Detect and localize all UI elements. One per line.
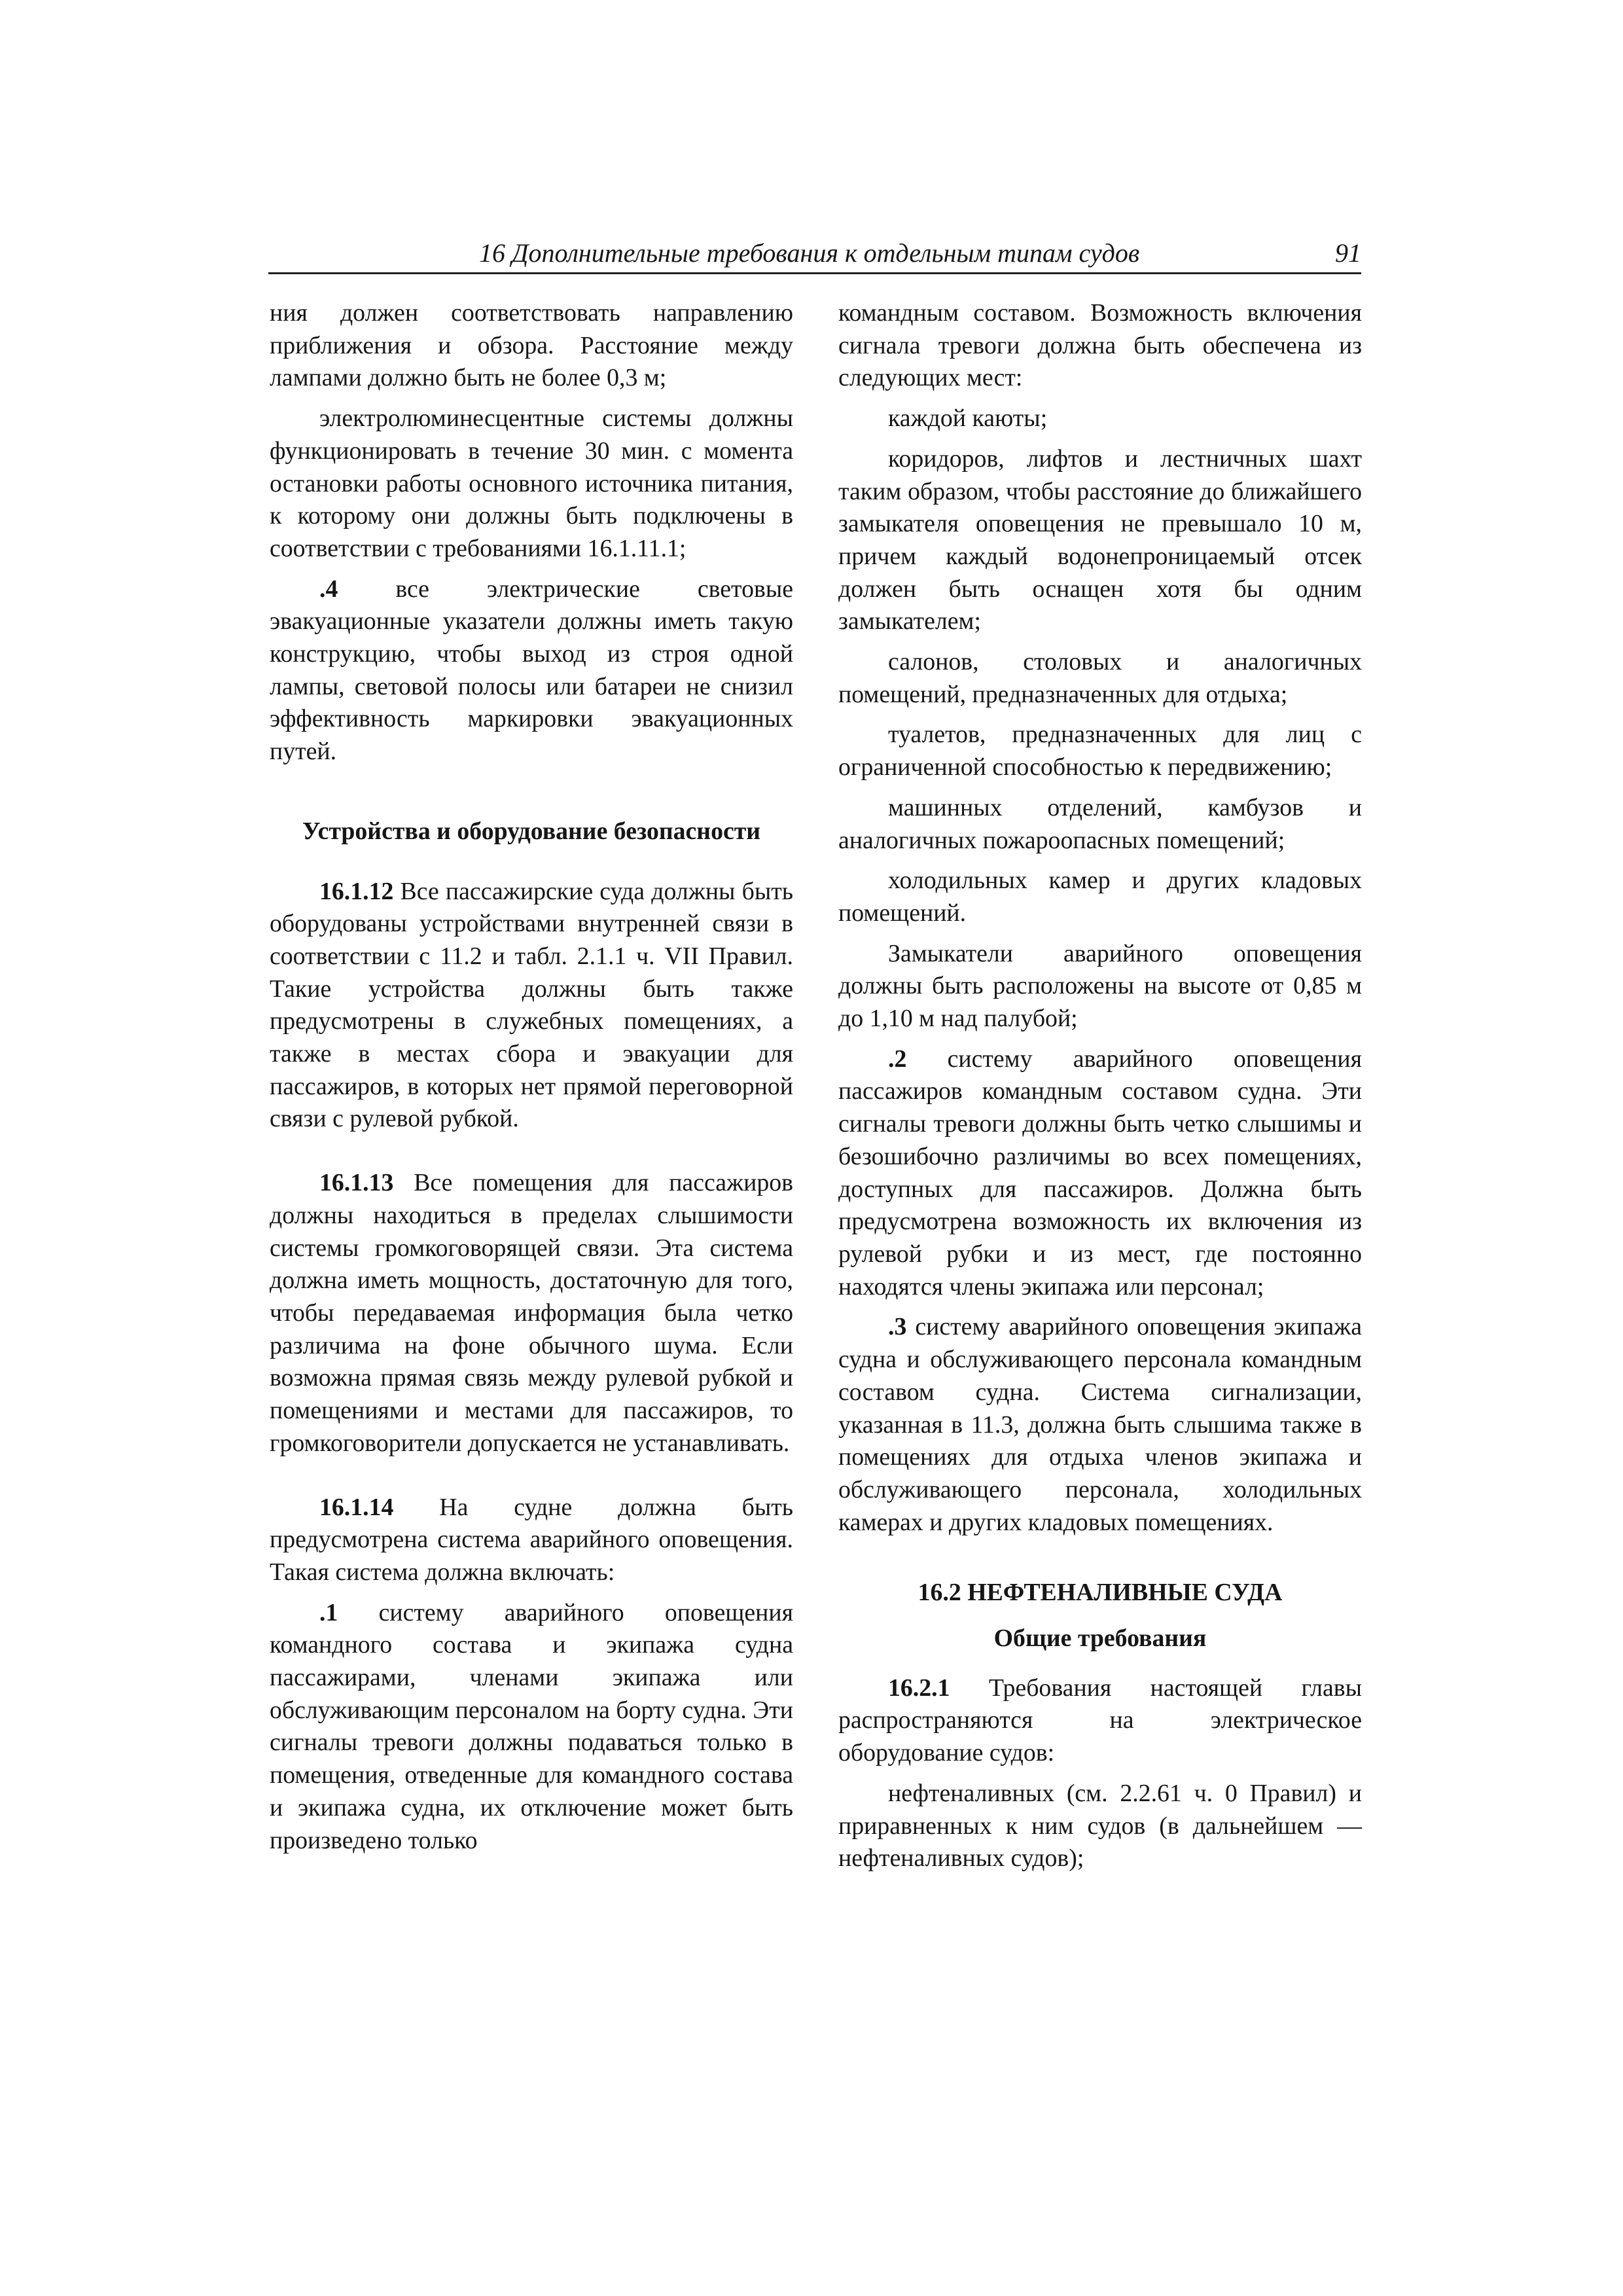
list-item: [838, 1043, 1362, 1304]
item-text: систему аварийного оповещения командного состава и экипажа судна пассажирами, членами экипажа или обслуживающим персоналом на борту судна. Эти сигналы тревоги должны подаваться только в помещения, отведенные для командного состава и экипажа судна, их отключение может быть произведено только: [270, 1598, 793, 1854]
clause-text: Все пассажирские суда должны быть оборудованы устройствами внутренней связи в соответствии с 11.2 и табл. 2.1.1 ч. VII Правил. Такие устройства должны быть также предусмотрены в служебных помещениях, а также в местах сбора и эвакуации для пассажиров, в которых нет прямой переговорной связи с рулевой рубкой.: [270, 877, 793, 1133]
list-item: нефтеналивных (см. 2.2.61 ч. 0 Правил) и приравненных к ним судов (в дальнейшем — нефтеналивных судов);: [838, 1779, 1362, 1873]
list-item: машинных отделений, камбузов и аналогичных пожароопасных помещений;: [838, 793, 1362, 854]
list-item: туалетов, предназначенных для лиц с ограниченной способностью к передвижению;: [838, 721, 1362, 781]
clause: [838, 1672, 1362, 1770]
subsection-heading: Общие требования: [993, 1624, 1207, 1653]
list-item: [270, 1597, 793, 1857]
clause-number: 16.2.1: [888, 1674, 950, 1702]
clause-number: 16.1.12: [319, 877, 394, 905]
item-number: .4: [319, 575, 338, 603]
clause-text: Все помещения для пассажиров должны находиться в пределах слышимости системы громкоговорящей связи. Эта система должна иметь мощность, достаточную для того, чтобы передаваемая информация была четко различима на фоне обычного шума. Если возможна прямая связь между рулевой рубкой и помещениями и местами для пассажиров, то громкоговорители допускается не устанавливать.: [270, 1169, 793, 1457]
clause: [270, 1492, 793, 1589]
paragraph: электролюминесцентные системы должны функционировать в течение 30 мин. с момента остановки работы основного источника питания, к которому они должны быть подключены в соответствии с требованиями 16.1.11.1;: [270, 404, 793, 562]
section-heading: Устройства и оборудование безопасности: [302, 817, 761, 845]
clause-text: Требования настоящей главы распространяются на электрическое оборудование судов:: [838, 1674, 1362, 1767]
list-item: коридоров, лифтов и лестничных шахт таким образом, чтобы расстояние до ближайшего замыкателя оповещения не превышало 10 м, причем каждый водонепроницаемый отсек должен быть оснащен хотя бы одним замыкателем;: [838, 444, 1362, 636]
clause-text: На судне должна быть предусмотрена система аварийного оповещения. Такая система должна включать:: [270, 1493, 793, 1586]
paragraph: Замыкатели аварийного оповещения должны быть расположены на высоте от 0,85 м до 1,10 м над палубой;: [838, 939, 1362, 1033]
page-number: 91: [1335, 238, 1361, 268]
left-column: [270, 297, 793, 1865]
item-number: .3: [888, 1313, 907, 1341]
running-head: [268, 234, 1361, 274]
clause: [270, 876, 793, 1136]
list-item: холодильных камер и других кладовых помещений.: [838, 867, 1362, 927]
item-text: систему аварийного оповещения экипажа судна и обслуживающего персонала командным составом судна. Система сигнализации, указанная в 11.3, должна быть слышима также в помещениях для отдыха членов экипажа и обслуживающего персонала, холодильных камерах и других кладовых помещениях.: [838, 1313, 1362, 1536]
right-column: [838, 297, 1362, 1883]
item-number: .1: [319, 1598, 338, 1626]
list-item: салонов, столовых и аналогичных помещений, предназначенных для отдыха;: [838, 648, 1362, 708]
list-item: [270, 573, 793, 768]
list-item: каждой каюты;: [888, 404, 1048, 433]
item-text: все электрические световые эвакуационные указатели должны иметь такую конструкцию, чтобы выход из строя одной лампы, световой полосы или батареи не снизил эффективность маркировки эвакуационных путей.: [270, 575, 793, 766]
list-item: [838, 1311, 1362, 1539]
item-text: систему аварийного оповещения пассажиров командным составом судна. Эти сигналы тревоги должны быть четко слышимы и безошибочно различимы во всех помещениях, доступных для пассажиров. Должна быть предусмотрена возможность их включения из рулевой рубки и из мест, где постоянно находятся члены экипажа или персонал;: [838, 1045, 1362, 1300]
chapter-title: 16 Дополнительные требования к отдельным типам судов: [479, 238, 1140, 268]
clause-number: 16.1.14: [319, 1493, 394, 1521]
clause-number: 16.1.13: [319, 1169, 394, 1197]
clause: [270, 1167, 793, 1460]
item-number: .2: [888, 1045, 907, 1073]
section-heading: 16.2 НЕФТЕНАЛИВНЫЕ СУДА: [918, 1579, 1283, 1607]
paragraph: ния должен соответствовать направлению приближения и обзора. Расстояние между лампами должно быть не более 0,3 м;: [270, 299, 793, 392]
paragraph: командным составом. Возможность включения сигнала тревоги должна быть обеспечена из следующих мест:: [838, 299, 1362, 392]
